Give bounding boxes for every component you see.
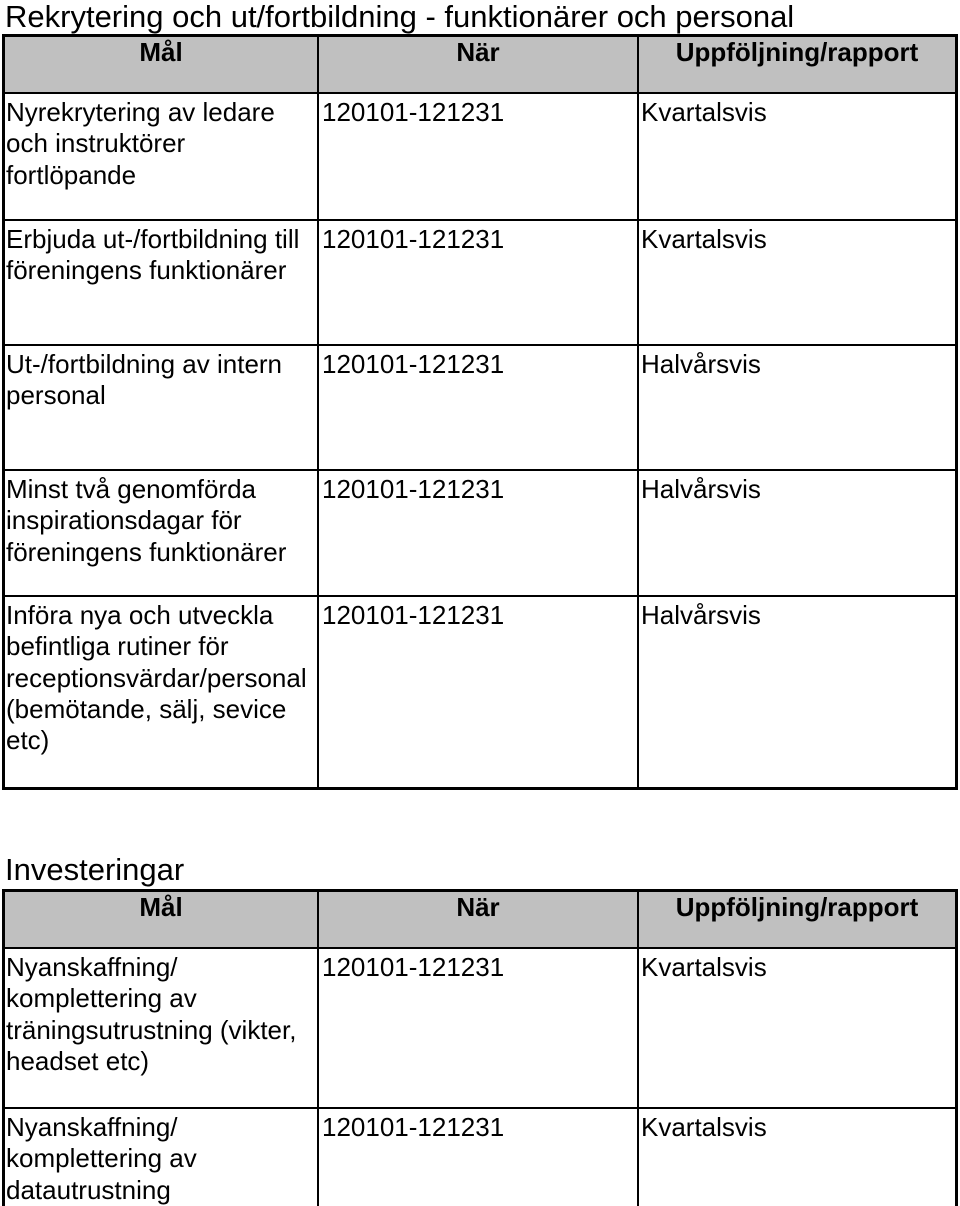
section-title-recruitment: Rekrytering och ut/fortbildning - funktionärer och personal <box>5 0 795 34</box>
goal-line: etc) <box>6 725 50 755</box>
goal-line: Minst två genomförda <box>6 474 257 504</box>
goal-line: komplettering av <box>6 1143 197 1174</box>
goal-line: personal <box>6 380 106 411</box>
goal-cell <box>5 221 319 346</box>
goal-cell <box>5 471 319 597</box>
goal-line: (bemötande, sälj, sevice <box>6 693 287 724</box>
column-header-followup: Uppföljning/rapport <box>639 892 955 949</box>
when-cell: 120101-121231 <box>319 471 639 597</box>
goal-line: Erbjuda ut-/fortbildning till <box>6 224 300 254</box>
when-cell: 120101-121231 <box>319 1109 639 1206</box>
goal-line: Införa nya och utveckla <box>6 600 274 630</box>
followup-cell: Halvårsvis <box>641 600 761 630</box>
goal-cell <box>5 949 319 1109</box>
followup-cell: Halvårsvis <box>639 346 955 471</box>
column-header-goal: Mål <box>5 37 319 94</box>
goal-line: komplettering av <box>6 983 197 1014</box>
goal-line: headset etc) <box>6 1045 150 1076</box>
followup-cell: Kvartalsvis <box>641 1112 767 1142</box>
investments-table <box>2 889 958 1206</box>
goal-cell <box>5 1109 319 1206</box>
column-header-followup: Uppföljning/rapport <box>639 37 955 94</box>
goal-line: och instruktörer <box>6 128 186 159</box>
goal-line: befintliga rutiner för <box>6 631 229 662</box>
followup-cell: Kvartalsvis <box>639 221 955 346</box>
goal-line: träningsutrustning (vikter, <box>6 1014 297 1045</box>
when-cell: 120101-121231 <box>319 949 639 1109</box>
goal-line: Ut-/fortbildning av intern <box>6 349 283 379</box>
goal-line: Nyrekrytering av ledare <box>6 97 275 127</box>
when-cell: 120101-121231 <box>319 346 639 471</box>
goal-line: datautrustning <box>6 1174 171 1205</box>
column-header-when: När <box>319 37 639 94</box>
followup-cell: Kvartalsvis <box>639 94 955 221</box>
goal-line: fortlöpande <box>6 159 137 190</box>
column-header-when: När <box>319 892 639 949</box>
followup-cell: Kvartalsvis <box>639 949 955 1109</box>
goal-cell <box>5 346 319 471</box>
column-header-goal: Mål <box>5 892 319 949</box>
goal-line: inspirationsdagar för <box>6 505 242 536</box>
section-title-investments: Investeringar <box>5 852 185 887</box>
goal-line: Nyanskaffning/ <box>6 952 178 982</box>
goal-cell <box>5 94 319 221</box>
when-cell: 120101-121231 <box>319 597 639 787</box>
goal-line: föreningens funktionärer <box>6 255 287 286</box>
when-cell: 120101-121231 <box>319 221 639 346</box>
goal-cell <box>5 597 319 787</box>
goal-line: receptionsvärdar/personal <box>6 662 307 693</box>
goal-line: Nyanskaffning/ <box>6 1112 178 1142</box>
followup-cell: Halvårsvis <box>639 471 955 597</box>
goal-line: föreningens funktionärer <box>6 536 287 567</box>
when-cell: 120101-121231 <box>319 94 639 221</box>
recruitment-table <box>2 34 958 790</box>
